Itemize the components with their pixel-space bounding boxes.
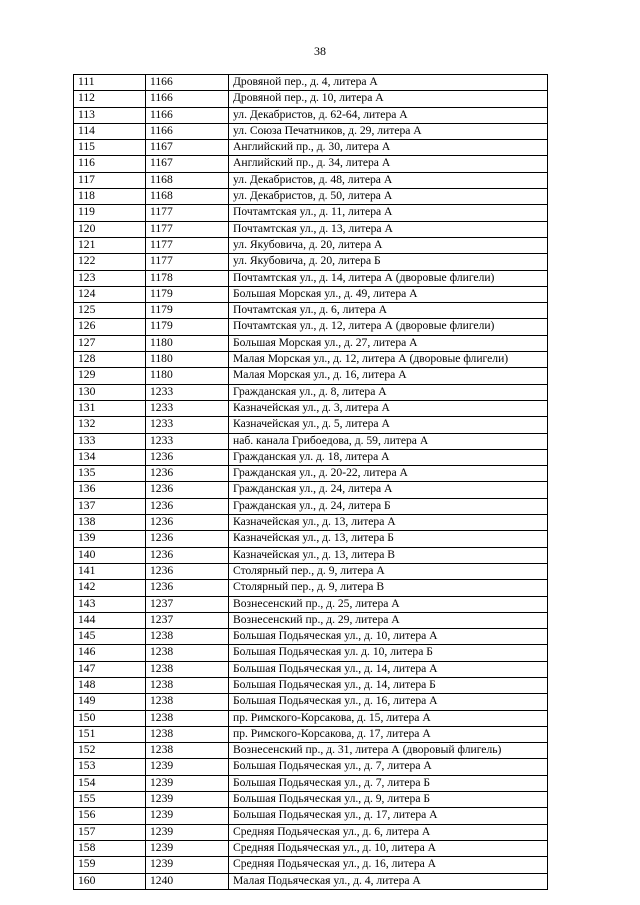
address-cell: Средняя Подьяческая ул., д. 16, литера А (229, 857, 548, 873)
address-cell: Малая Подьяческая ул., д. 4, литера А (229, 873, 548, 889)
address-cell: Большая Подьяческая ул. д. 10, литера Б (229, 645, 548, 661)
address-cell: пр. Римского-Корсакова, д. 15, литера А (229, 710, 548, 726)
row-number-cell: 156 (74, 808, 146, 824)
address-cell: Столярный пер., д. 9, литера А (229, 563, 548, 579)
row-number-cell: 135 (74, 466, 146, 482)
block-number-cell: 1166 (146, 107, 229, 123)
table-row (74, 873, 548, 889)
row-number-cell: 118 (74, 189, 146, 205)
block-number-cell: 1233 (146, 433, 229, 449)
address-cell: Большая Морская ул., д. 27, литера А (229, 335, 548, 351)
block-number-cell: 1239 (146, 857, 229, 873)
address-cell: Большая Подьяческая ул., д. 9, литера Б (229, 792, 548, 808)
table-row (74, 172, 548, 188)
block-number-cell: 1238 (146, 710, 229, 726)
row-number-cell: 117 (74, 172, 146, 188)
address-cell: Большая Подьяческая ул., д. 14, литера А (229, 661, 548, 677)
block-number-cell: 1167 (146, 140, 229, 156)
block-number-cell: 1236 (146, 515, 229, 531)
address-cell: ул. Декабристов, д. 62-64, литера А (229, 107, 548, 123)
row-number-cell: 130 (74, 384, 146, 400)
table-row (74, 840, 548, 856)
row-number-cell: 145 (74, 629, 146, 645)
table-row (74, 75, 548, 91)
address-cell: Почтамтская ул., д. 13, литера А (229, 221, 548, 237)
address-cell: Почтамтская ул., д. 12, литера А (дворовые флигели) (229, 319, 548, 335)
table-row (74, 221, 548, 237)
row-number-cell: 133 (74, 433, 146, 449)
row-number-cell: 158 (74, 840, 146, 856)
row-number-cell: 138 (74, 515, 146, 531)
table-row (74, 824, 548, 840)
row-number-cell: 127 (74, 335, 146, 351)
address-cell: Вознесенский пр., д. 25, литера А (229, 596, 548, 612)
block-number-cell: 1166 (146, 91, 229, 107)
block-number-cell: 1236 (146, 498, 229, 514)
row-number-cell: 134 (74, 449, 146, 465)
table-row (74, 140, 548, 156)
table-row (74, 645, 548, 661)
block-number-cell: 1238 (146, 645, 229, 661)
address-cell: наб. канала Грибоедова, д. 59, литера А (229, 433, 548, 449)
address-cell: Большая Подьяческая ул., д. 7, литера А (229, 759, 548, 775)
table-row (74, 319, 548, 335)
objects-table (73, 74, 548, 890)
address-cell: ул. Якубовича, д. 20, литера А (229, 237, 548, 253)
table-row (74, 661, 548, 677)
block-number-cell: 1236 (146, 531, 229, 547)
row-number-cell: 113 (74, 107, 146, 123)
table-row (74, 449, 548, 465)
row-number-cell: 124 (74, 286, 146, 302)
address-cell: Средняя Подьяческая ул., д. 6, литера А (229, 824, 548, 840)
address-cell: Казначейская ул., д. 13, литера В (229, 547, 548, 563)
block-number-cell: 1237 (146, 612, 229, 628)
block-number-cell: 1166 (146, 75, 229, 91)
row-number-cell: 150 (74, 710, 146, 726)
address-cell: Гражданская ул., д. 24, литера Б (229, 498, 548, 514)
block-number-cell: 1236 (146, 482, 229, 498)
row-number-cell: 141 (74, 563, 146, 579)
table-row (74, 254, 548, 270)
block-number-cell: 1238 (146, 629, 229, 645)
table-row (74, 580, 548, 596)
row-number-cell: 159 (74, 857, 146, 873)
row-number-cell: 131 (74, 400, 146, 416)
address-cell: Гражданская ул. д. 18, литера А (229, 449, 548, 465)
block-number-cell: 1236 (146, 580, 229, 596)
table-row (74, 710, 548, 726)
address-cell: ул. Декабристов, д. 50, литера А (229, 189, 548, 205)
block-number-cell: 1236 (146, 466, 229, 482)
row-number-cell: 126 (74, 319, 146, 335)
table-row (74, 498, 548, 514)
block-number-cell: 1179 (146, 303, 229, 319)
block-number-cell: 1239 (146, 775, 229, 791)
address-cell: Казначейская ул., д. 5, литера А (229, 417, 548, 433)
table-body (74, 75, 548, 890)
table-row (74, 515, 548, 531)
address-cell: Казначейская ул., д. 13, литера Б (229, 531, 548, 547)
row-number-cell: 140 (74, 547, 146, 563)
address-cell: Вознесенский пр., д. 29, литера А (229, 612, 548, 628)
address-cell: Гражданская ул., д. 20-22, литера А (229, 466, 548, 482)
table-row (74, 205, 548, 221)
block-number-cell: 1237 (146, 596, 229, 612)
address-cell: пр. Римского-Корсакова, д. 17, литера А (229, 726, 548, 742)
address-cell: Большая Подьяческая ул., д. 17, литера А (229, 808, 548, 824)
address-cell: Большая Подьяческая ул., д. 7, литера Б (229, 775, 548, 791)
block-number-cell: 1239 (146, 824, 229, 840)
block-number-cell: 1168 (146, 189, 229, 205)
row-number-cell: 137 (74, 498, 146, 514)
table-row (74, 531, 548, 547)
row-number-cell: 112 (74, 91, 146, 107)
block-number-cell: 1233 (146, 384, 229, 400)
address-cell: Столярный пер., д. 9, литера В (229, 580, 548, 596)
address-cell: Казначейская ул., д. 3, литера А (229, 400, 548, 416)
table-row (74, 400, 548, 416)
table-row (74, 596, 548, 612)
table-row (74, 482, 548, 498)
table-row (74, 123, 548, 139)
table-row (74, 335, 548, 351)
address-cell: Дровяной пер., д. 10, литера А (229, 91, 548, 107)
row-number-cell: 114 (74, 123, 146, 139)
row-number-cell: 129 (74, 368, 146, 384)
address-cell: Английский пр., д. 30, литера А (229, 140, 548, 156)
table-row (74, 433, 548, 449)
row-number-cell: 152 (74, 743, 146, 759)
table-row (74, 694, 548, 710)
table-row (74, 384, 548, 400)
address-cell: Дровяной пер., д. 4, литера А (229, 75, 548, 91)
page-number: 38 (314, 44, 326, 58)
table-row (74, 857, 548, 873)
table-row (74, 286, 548, 302)
row-number-cell: 111 (74, 75, 146, 91)
row-number-cell: 154 (74, 775, 146, 791)
row-number-cell: 139 (74, 531, 146, 547)
block-number-cell: 1238 (146, 694, 229, 710)
table-row (74, 466, 548, 482)
block-number-cell: 1180 (146, 368, 229, 384)
block-number-cell: 1240 (146, 873, 229, 889)
row-number-cell: 148 (74, 677, 146, 693)
block-number-cell: 1166 (146, 123, 229, 139)
block-number-cell: 1180 (146, 352, 229, 368)
block-number-cell: 1239 (146, 792, 229, 808)
address-cell: Почтамтская ул., д. 11, литера А (229, 205, 548, 221)
row-number-cell: 121 (74, 237, 146, 253)
row-number-cell: 149 (74, 694, 146, 710)
address-cell: Большая Морская ул., д. 49, литера А (229, 286, 548, 302)
table-row (74, 547, 548, 563)
block-number-cell: 1239 (146, 840, 229, 856)
row-number-cell: 125 (74, 303, 146, 319)
table-row (74, 417, 548, 433)
table-row (74, 775, 548, 791)
block-number-cell: 1236 (146, 449, 229, 465)
address-cell: Почтамтская ул., д. 6, литера А (229, 303, 548, 319)
row-number-cell: 153 (74, 759, 146, 775)
block-number-cell: 1179 (146, 319, 229, 335)
block-number-cell: 1239 (146, 808, 229, 824)
address-cell: Большая Подьяческая ул., д. 16, литера А (229, 694, 548, 710)
row-number-cell: 146 (74, 645, 146, 661)
block-number-cell: 1177 (146, 254, 229, 270)
table-row (74, 612, 548, 628)
address-cell: Гражданская ул., д. 8, литера А (229, 384, 548, 400)
address-cell: Гражданская ул., д. 24, литера А (229, 482, 548, 498)
address-cell: Казначейская ул., д. 13, литера А (229, 515, 548, 531)
table-row (74, 303, 548, 319)
block-number-cell: 1178 (146, 270, 229, 286)
table-row (74, 352, 548, 368)
table-row (74, 237, 548, 253)
row-number-cell: 128 (74, 352, 146, 368)
address-cell: Малая Морская ул., д. 12, литера А (дворовые флигели) (229, 352, 548, 368)
row-number-cell: 119 (74, 205, 146, 221)
block-number-cell: 1236 (146, 563, 229, 579)
address-cell: Английский пр., д. 34, литера А (229, 156, 548, 172)
row-number-cell: 123 (74, 270, 146, 286)
block-number-cell: 1233 (146, 400, 229, 416)
table-row (74, 107, 548, 123)
block-number-cell: 1238 (146, 661, 229, 677)
table-row (74, 270, 548, 286)
table-row (74, 726, 548, 742)
block-number-cell: 1238 (146, 726, 229, 742)
row-number-cell: 144 (74, 612, 146, 628)
row-number-cell: 160 (74, 873, 146, 889)
block-number-cell: 1238 (146, 743, 229, 759)
table-row (74, 368, 548, 384)
table-row (74, 792, 548, 808)
block-number-cell: 1179 (146, 286, 229, 302)
row-number-cell: 147 (74, 661, 146, 677)
block-number-cell: 1233 (146, 417, 229, 433)
row-number-cell: 155 (74, 792, 146, 808)
block-number-cell: 1239 (146, 759, 229, 775)
block-number-cell: 1177 (146, 237, 229, 253)
block-number-cell: 1177 (146, 221, 229, 237)
address-cell: ул. Якубовича, д. 20, литера Б (229, 254, 548, 270)
row-number-cell: 143 (74, 596, 146, 612)
table-row (74, 743, 548, 759)
row-number-cell: 136 (74, 482, 146, 498)
table-row (74, 629, 548, 645)
table-row (74, 156, 548, 172)
block-number-cell: 1168 (146, 172, 229, 188)
address-cell: Почтамтская ул., д. 14, литера А (дворовые флигели) (229, 270, 548, 286)
row-number-cell: 142 (74, 580, 146, 596)
block-number-cell: 1236 (146, 547, 229, 563)
row-number-cell: 115 (74, 140, 146, 156)
block-number-cell: 1238 (146, 677, 229, 693)
address-cell: Средняя Подьяческая ул., д. 10, литера А (229, 840, 548, 856)
row-number-cell: 122 (74, 254, 146, 270)
block-number-cell: 1180 (146, 335, 229, 351)
row-number-cell: 116 (74, 156, 146, 172)
address-cell: Большая Подьяческая ул., д. 10, литера А (229, 629, 548, 645)
block-number-cell: 1177 (146, 205, 229, 221)
address-cell: ул. Союза Печатников, д. 29, литера А (229, 123, 548, 139)
address-cell: Вознесенский пр., д. 31, литера А (дворовый флигель) (229, 743, 548, 759)
row-number-cell: 120 (74, 221, 146, 237)
table-row (74, 563, 548, 579)
table-row (74, 759, 548, 775)
address-cell: ул. Декабристов, д. 48, литера А (229, 172, 548, 188)
table-row (74, 677, 548, 693)
row-number-cell: 151 (74, 726, 146, 742)
row-number-cell: 132 (74, 417, 146, 433)
table-row (74, 91, 548, 107)
address-cell: Малая Морская ул., д. 16, литера А (229, 368, 548, 384)
block-number-cell: 1167 (146, 156, 229, 172)
row-number-cell: 157 (74, 824, 146, 840)
address-cell: Большая Подьяческая ул., д. 14, литера Б (229, 677, 548, 693)
table-row (74, 189, 548, 205)
table-row (74, 808, 548, 824)
